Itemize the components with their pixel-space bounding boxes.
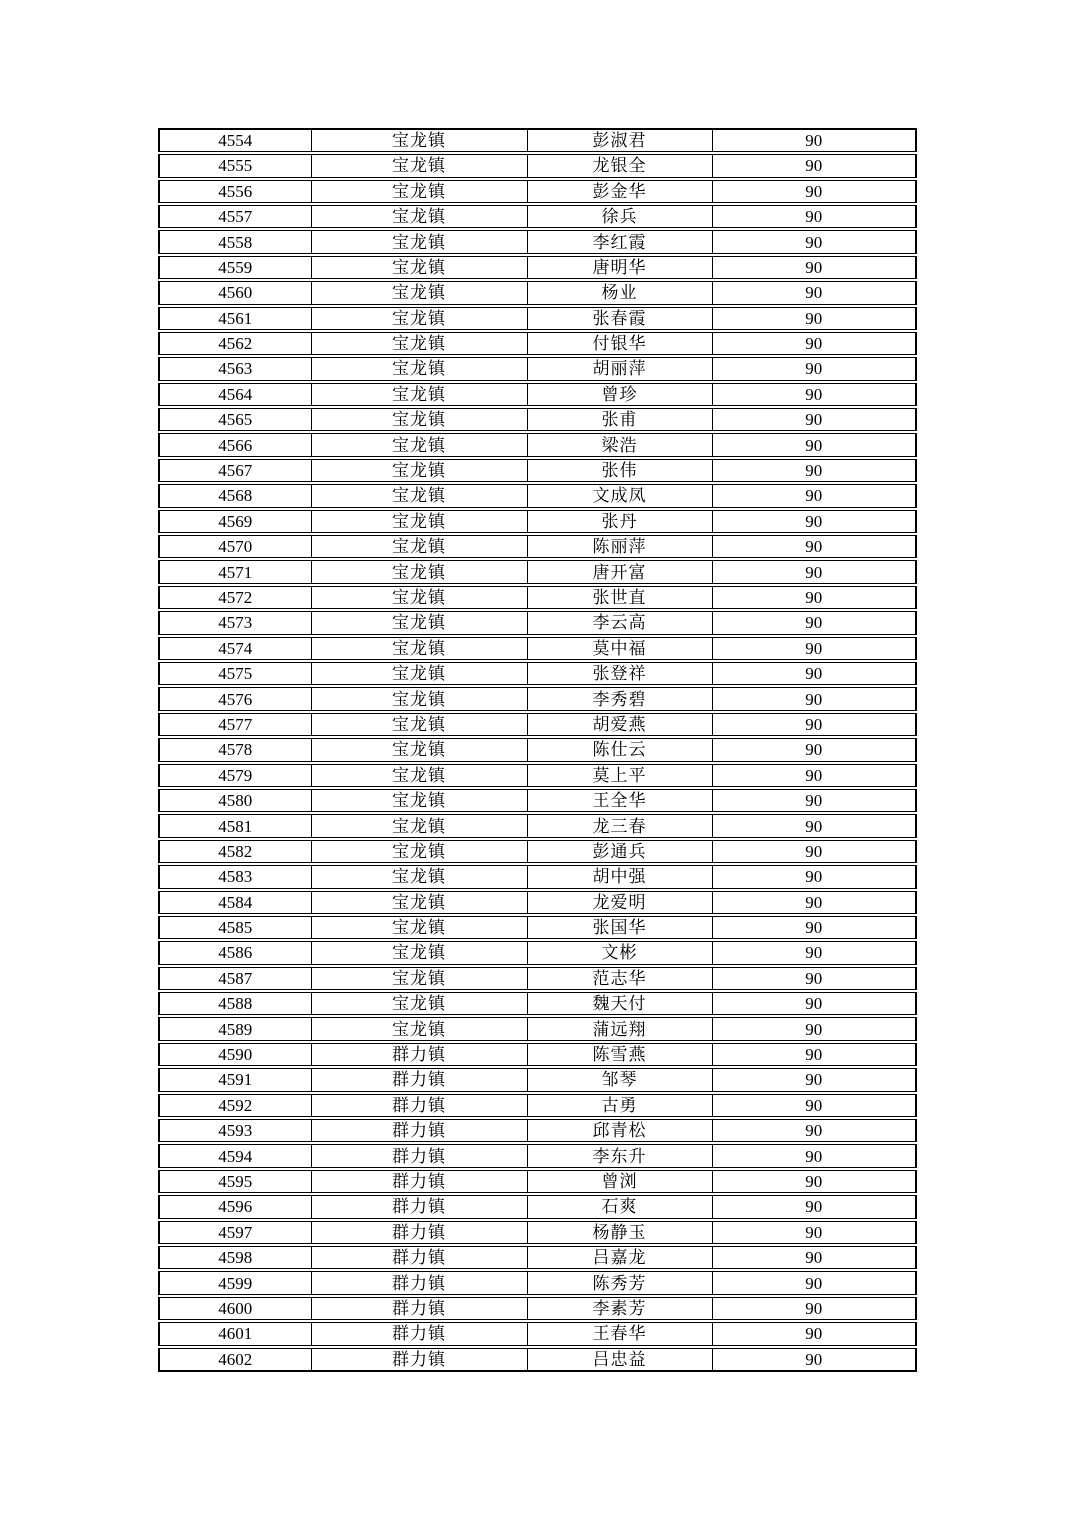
cell-town: 宝龙镇 (311, 890, 527, 915)
cell-name: 唐开富 (527, 559, 712, 584)
cell-name: 张丹 (527, 509, 712, 534)
cell-score: 90 (712, 1220, 916, 1245)
cell-town: 群力镇 (311, 1321, 527, 1346)
cell-town: 群力镇 (311, 1220, 527, 1245)
cell-serial: 4599 (159, 1270, 311, 1295)
cell-name: 吕忠益 (527, 1347, 712, 1371)
cell-serial: 4581 (159, 813, 311, 838)
cell-score: 90 (712, 636, 916, 661)
cell-name: 彭通兵 (527, 839, 712, 864)
cell-name: 古勇 (527, 1093, 712, 1118)
cell-town: 群力镇 (311, 1169, 527, 1194)
cell-score: 90 (712, 1169, 916, 1194)
cell-serial: 4578 (159, 737, 311, 762)
table-row (159, 204, 916, 229)
cell-score: 90 (712, 712, 916, 737)
table-row (159, 1347, 916, 1371)
cell-serial: 4555 (159, 153, 311, 178)
cell-serial: 4561 (159, 306, 311, 331)
cell-town: 宝龙镇 (311, 636, 527, 661)
cell-name: 陈丽萍 (527, 534, 712, 559)
table-row (159, 991, 916, 1016)
cell-name: 范志华 (527, 966, 712, 991)
table-row (159, 382, 916, 407)
cell-serial: 4572 (159, 585, 311, 610)
cell-score: 90 (712, 129, 916, 153)
table-row (159, 407, 916, 432)
cell-score: 90 (712, 306, 916, 331)
cell-name: 梁浩 (527, 432, 712, 457)
cell-serial: 4558 (159, 229, 311, 254)
cell-score: 90 (712, 1194, 916, 1219)
cell-score: 90 (712, 229, 916, 254)
cell-score: 90 (712, 1067, 916, 1092)
cell-serial: 4577 (159, 712, 311, 737)
cell-name: 龙银全 (527, 153, 712, 178)
cell-serial: 4579 (159, 763, 311, 788)
cell-town: 宝龙镇 (311, 966, 527, 991)
cell-score: 90 (712, 204, 916, 229)
cell-name: 张国华 (527, 915, 712, 940)
cell-serial: 4571 (159, 559, 311, 584)
cell-town: 宝龙镇 (311, 229, 527, 254)
cell-serial: 4585 (159, 915, 311, 940)
cell-town: 宝龙镇 (311, 280, 527, 305)
cell-serial: 4591 (159, 1067, 311, 1092)
cell-name: 彭金华 (527, 179, 712, 204)
table-row (159, 1245, 916, 1270)
cell-serial: 4559 (159, 255, 311, 280)
cell-score: 90 (712, 737, 916, 762)
cell-town: 宝龙镇 (311, 483, 527, 508)
cell-town: 宝龙镇 (311, 559, 527, 584)
cell-score: 90 (712, 1143, 916, 1168)
cell-serial: 4592 (159, 1093, 311, 1118)
cell-serial: 4560 (159, 280, 311, 305)
cell-name: 龙爱明 (527, 890, 712, 915)
table-row (159, 737, 916, 762)
cell-name: 付银华 (527, 331, 712, 356)
cell-town: 宝龙镇 (311, 129, 527, 153)
cell-name: 王全华 (527, 788, 712, 813)
cell-town: 宝龙镇 (311, 306, 527, 331)
cell-name: 石爽 (527, 1194, 712, 1219)
cell-serial: 4595 (159, 1169, 311, 1194)
cell-serial: 4600 (159, 1296, 311, 1321)
table-row (159, 306, 916, 331)
table-row (159, 1016, 916, 1041)
cell-town: 宝龙镇 (311, 686, 527, 711)
cell-serial: 4557 (159, 204, 311, 229)
cell-town: 宝龙镇 (311, 331, 527, 356)
cell-score: 90 (712, 813, 916, 838)
cell-name: 张春霞 (527, 306, 712, 331)
cell-name: 邱青松 (527, 1118, 712, 1143)
cell-name: 王春华 (527, 1321, 712, 1346)
cell-name: 李红霞 (527, 229, 712, 254)
cell-name: 蒲远翔 (527, 1016, 712, 1041)
cell-score: 90 (712, 991, 916, 1016)
cell-score: 90 (712, 1245, 916, 1270)
cell-town: 宝龙镇 (311, 788, 527, 813)
table-row (159, 1270, 916, 1295)
table-row (159, 636, 916, 661)
cell-name: 龙三春 (527, 813, 712, 838)
table-row (159, 1118, 916, 1143)
cell-name: 杨静玉 (527, 1220, 712, 1245)
cell-town: 宝龙镇 (311, 864, 527, 889)
cell-name: 张伟 (527, 458, 712, 483)
cell-serial: 4590 (159, 1042, 311, 1067)
cell-town: 宝龙镇 (311, 153, 527, 178)
cell-score: 90 (712, 1093, 916, 1118)
table-row (159, 940, 916, 965)
cell-name: 曾珍 (527, 382, 712, 407)
cell-town: 宝龙镇 (311, 382, 527, 407)
cell-name: 李云高 (527, 610, 712, 635)
cell-name: 胡爱燕 (527, 712, 712, 737)
cell-serial: 4575 (159, 661, 311, 686)
table-row (159, 864, 916, 889)
table-row (159, 331, 916, 356)
cell-town: 宝龙镇 (311, 356, 527, 381)
cell-score: 90 (712, 1118, 916, 1143)
cell-name: 魏天付 (527, 991, 712, 1016)
table-row (159, 129, 916, 153)
cell-town: 群力镇 (311, 1296, 527, 1321)
cell-name: 李秀碧 (527, 686, 712, 711)
cell-town: 宝龙镇 (311, 509, 527, 534)
cell-name: 彭淑君 (527, 129, 712, 153)
cell-name: 曾浏 (527, 1169, 712, 1194)
cell-serial: 4567 (159, 458, 311, 483)
cell-serial: 4589 (159, 1016, 311, 1041)
table-row (159, 255, 916, 280)
cell-serial: 4593 (159, 1118, 311, 1143)
cell-town: 宝龙镇 (311, 839, 527, 864)
cell-serial: 4570 (159, 534, 311, 559)
cell-serial: 4566 (159, 432, 311, 457)
cell-score: 90 (712, 432, 916, 457)
cell-score: 90 (712, 940, 916, 965)
cell-serial: 4580 (159, 788, 311, 813)
cell-name: 文彬 (527, 940, 712, 965)
table-row (159, 610, 916, 635)
cell-serial: 4562 (159, 331, 311, 356)
table-row (159, 661, 916, 686)
cell-name: 张世直 (527, 585, 712, 610)
cell-score: 90 (712, 1042, 916, 1067)
cell-score: 90 (712, 509, 916, 534)
cell-name: 张甫 (527, 407, 712, 432)
cell-name: 胡中强 (527, 864, 712, 889)
cell-score: 90 (712, 1296, 916, 1321)
table-row (159, 1194, 916, 1219)
table-row (159, 280, 916, 305)
cell-score: 90 (712, 407, 916, 432)
cell-score: 90 (712, 483, 916, 508)
cell-serial: 4573 (159, 610, 311, 635)
cell-name: 李东升 (527, 1143, 712, 1168)
cell-score: 90 (712, 179, 916, 204)
cell-serial: 4556 (159, 179, 311, 204)
table-row (159, 458, 916, 483)
cell-town: 宝龙镇 (311, 991, 527, 1016)
cell-town: 宝龙镇 (311, 712, 527, 737)
cell-serial: 4574 (159, 636, 311, 661)
table-row (159, 788, 916, 813)
cell-name: 莫中福 (527, 636, 712, 661)
cell-name: 杨业 (527, 280, 712, 305)
table-row (159, 179, 916, 204)
cell-town: 宝龙镇 (311, 204, 527, 229)
cell-score: 90 (712, 382, 916, 407)
cell-score: 90 (712, 610, 916, 635)
cell-serial: 4564 (159, 382, 311, 407)
cell-serial: 4563 (159, 356, 311, 381)
table-row (159, 1169, 916, 1194)
table-row (159, 1042, 916, 1067)
cell-name: 张登祥 (527, 661, 712, 686)
table-row (159, 509, 916, 534)
cell-serial: 4565 (159, 407, 311, 432)
cell-score: 90 (712, 1347, 916, 1371)
cell-town: 宝龙镇 (311, 940, 527, 965)
cell-town: 宝龙镇 (311, 813, 527, 838)
table-row (159, 153, 916, 178)
cell-serial: 4598 (159, 1245, 311, 1270)
cell-serial: 4583 (159, 864, 311, 889)
cell-town: 宝龙镇 (311, 407, 527, 432)
cell-town: 宝龙镇 (311, 763, 527, 788)
cell-serial: 4568 (159, 483, 311, 508)
cell-town: 宝龙镇 (311, 1016, 527, 1041)
table-row (159, 763, 916, 788)
cell-serial: 4587 (159, 966, 311, 991)
cell-score: 90 (712, 1016, 916, 1041)
cell-name: 文成凤 (527, 483, 712, 508)
cell-score: 90 (712, 331, 916, 356)
cell-name: 吕嘉龙 (527, 1245, 712, 1270)
cell-score: 90 (712, 788, 916, 813)
cell-town: 宝龙镇 (311, 534, 527, 559)
table-row (159, 483, 916, 508)
cell-score: 90 (712, 915, 916, 940)
table-row (159, 890, 916, 915)
table-row (159, 1296, 916, 1321)
cell-score: 90 (712, 1270, 916, 1295)
cell-name: 李素芳 (527, 1296, 712, 1321)
cell-town: 群力镇 (311, 1067, 527, 1092)
table-row (159, 1093, 916, 1118)
cell-serial: 4602 (159, 1347, 311, 1371)
cell-score: 90 (712, 534, 916, 559)
table-row (159, 1143, 916, 1168)
cell-score: 90 (712, 153, 916, 178)
cell-serial: 4597 (159, 1220, 311, 1245)
table-row (159, 1067, 916, 1092)
score-table-body (159, 129, 916, 1371)
cell-name: 徐兵 (527, 204, 712, 229)
cell-serial: 4576 (159, 686, 311, 711)
cell-serial: 4569 (159, 509, 311, 534)
cell-town: 群力镇 (311, 1194, 527, 1219)
cell-town: 群力镇 (311, 1093, 527, 1118)
cell-score: 90 (712, 839, 916, 864)
cell-town: 宝龙镇 (311, 585, 527, 610)
cell-score: 90 (712, 966, 916, 991)
cell-serial: 4594 (159, 1143, 311, 1168)
cell-town: 群力镇 (311, 1042, 527, 1067)
table-row (159, 915, 916, 940)
table-row (159, 585, 916, 610)
cell-score: 90 (712, 864, 916, 889)
cell-name: 陈雪燕 (527, 1042, 712, 1067)
cell-town: 群力镇 (311, 1270, 527, 1295)
cell-score: 90 (712, 255, 916, 280)
cell-town: 群力镇 (311, 1143, 527, 1168)
cell-town: 群力镇 (311, 1245, 527, 1270)
table-row (159, 1321, 916, 1346)
table-row (159, 813, 916, 838)
cell-town: 宝龙镇 (311, 255, 527, 280)
cell-serial: 4586 (159, 940, 311, 965)
cell-serial: 4588 (159, 991, 311, 1016)
cell-score: 90 (712, 356, 916, 381)
table-row (159, 686, 916, 711)
cell-score: 90 (712, 458, 916, 483)
cell-town: 群力镇 (311, 1118, 527, 1143)
cell-name: 邹琴 (527, 1067, 712, 1092)
cell-name: 莫上平 (527, 763, 712, 788)
cell-score: 90 (712, 280, 916, 305)
table-row (159, 534, 916, 559)
cell-name: 陈秀芳 (527, 1270, 712, 1295)
cell-score: 90 (712, 585, 916, 610)
cell-town: 宝龙镇 (311, 179, 527, 204)
table-row (159, 356, 916, 381)
cell-town: 宝龙镇 (311, 661, 527, 686)
cell-serial: 4554 (159, 129, 311, 153)
table-row (159, 229, 916, 254)
cell-name: 胡丽萍 (527, 356, 712, 381)
cell-score: 90 (712, 686, 916, 711)
cell-town: 宝龙镇 (311, 610, 527, 635)
cell-serial: 4582 (159, 839, 311, 864)
cell-name: 陈仕云 (527, 737, 712, 762)
cell-serial: 4584 (159, 890, 311, 915)
cell-score: 90 (712, 763, 916, 788)
table-row (159, 712, 916, 737)
cell-name: 唐明华 (527, 255, 712, 280)
cell-town: 宝龙镇 (311, 915, 527, 940)
cell-score: 90 (712, 661, 916, 686)
table-row (159, 1220, 916, 1245)
table-row (159, 559, 916, 584)
cell-score: 90 (712, 1321, 916, 1346)
cell-town: 群力镇 (311, 1347, 527, 1371)
cell-serial: 4601 (159, 1321, 311, 1346)
cell-score: 90 (712, 890, 916, 915)
cell-town: 宝龙镇 (311, 458, 527, 483)
table-row (159, 432, 916, 457)
cell-score: 90 (712, 559, 916, 584)
table-row (159, 966, 916, 991)
score-table (158, 128, 917, 1372)
cell-town: 宝龙镇 (311, 737, 527, 762)
table-row (159, 839, 916, 864)
cell-serial: 4596 (159, 1194, 311, 1219)
cell-town: 宝龙镇 (311, 432, 527, 457)
